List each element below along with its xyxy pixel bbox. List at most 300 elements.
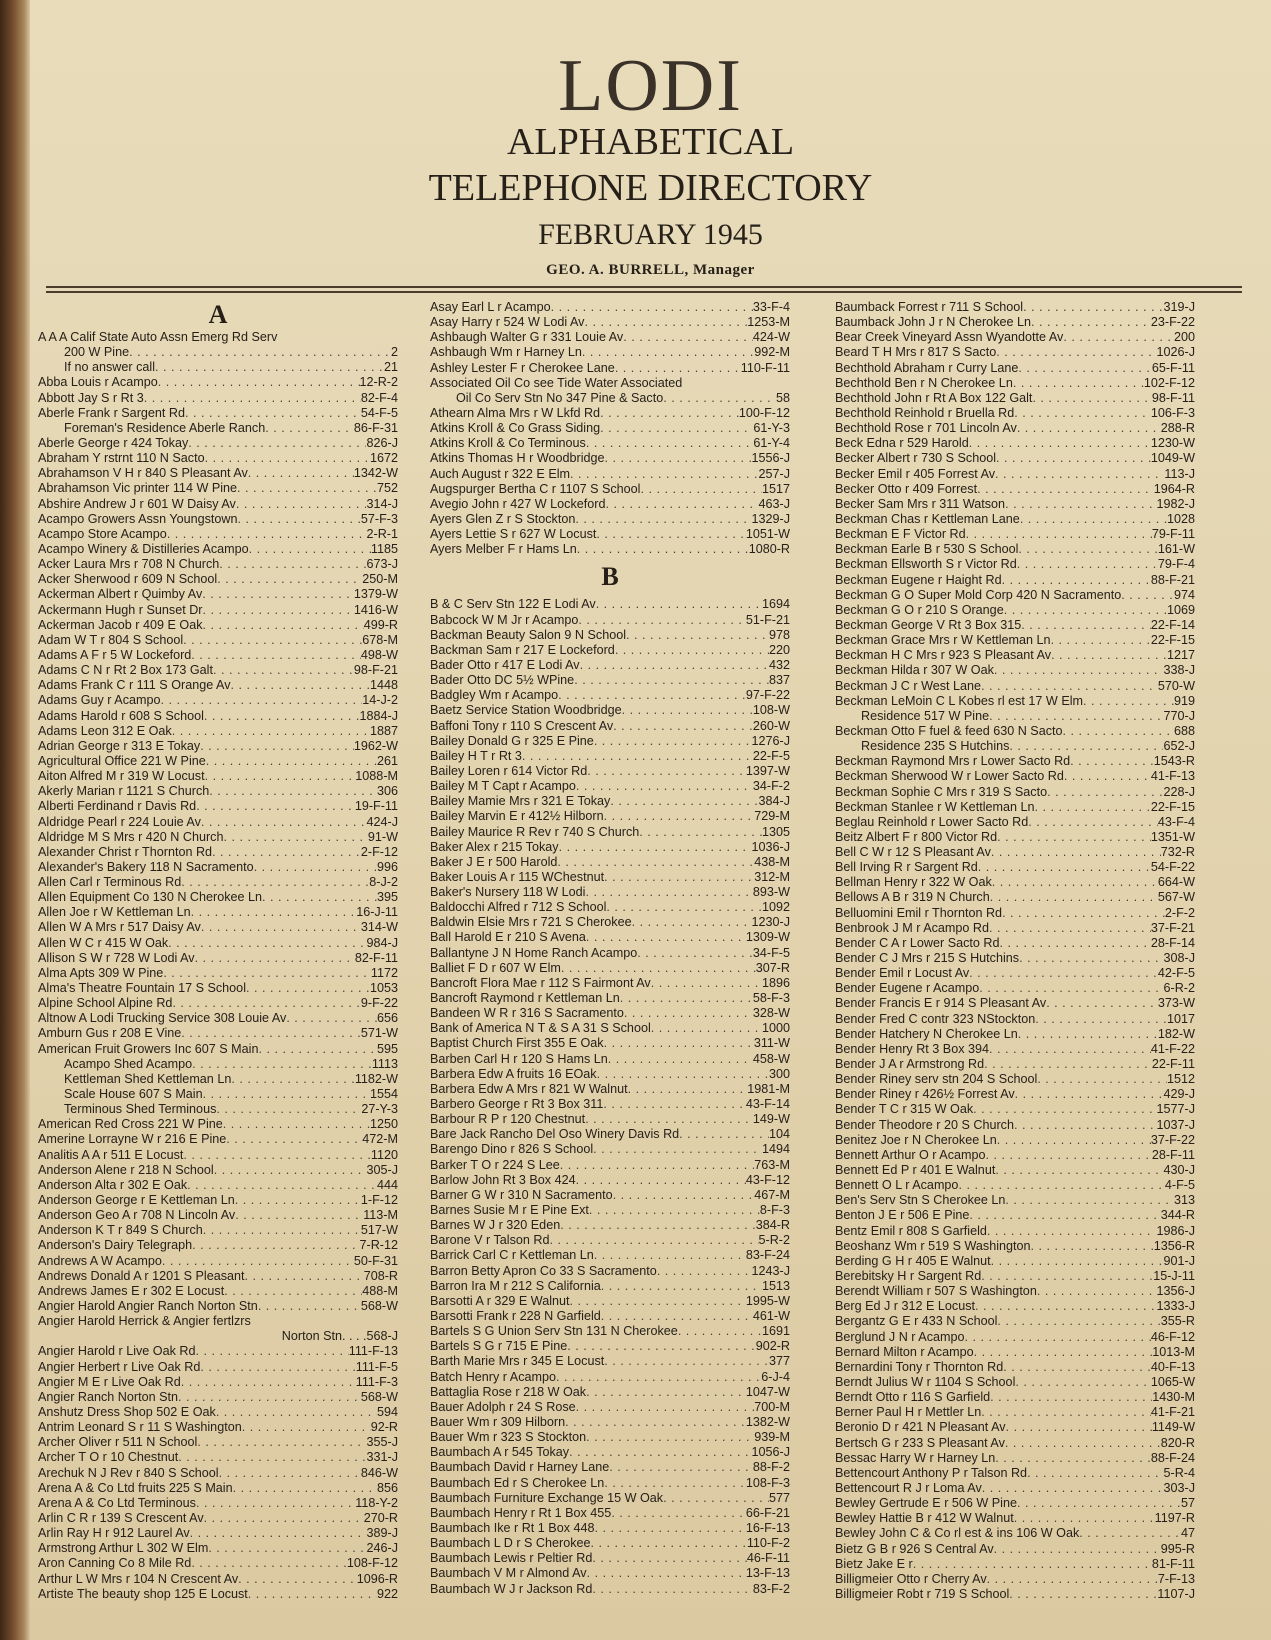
phone-number: 1185 bbox=[370, 541, 398, 556]
listing-entry bbox=[430, 961, 790, 976]
dot-leader bbox=[594, 734, 752, 749]
dot-leader bbox=[1005, 497, 1156, 512]
listing-name: Becker Emil r 405 Forrest Av bbox=[835, 466, 996, 481]
phone-number: 1981-M bbox=[747, 1081, 790, 1096]
dot-leader bbox=[172, 724, 370, 739]
dot-leader bbox=[522, 749, 753, 764]
dot-leader bbox=[560, 1218, 755, 1233]
phone-number: 314-J bbox=[366, 496, 398, 511]
listing-name: Bailey Donald G r 325 E Pine bbox=[430, 733, 594, 748]
listing-entry bbox=[835, 542, 1195, 557]
listing-name: Baumbach Lewis r Peltier Rd bbox=[430, 1551, 593, 1566]
listing-name: Bellows A B r 319 N Church bbox=[835, 890, 990, 905]
listing-entry bbox=[430, 1521, 790, 1536]
listing-entry bbox=[430, 1385, 790, 1400]
phone-number: 51-F-21 bbox=[745, 612, 790, 627]
listing-name: Abshire Andrew J r 601 W Daisy Av bbox=[38, 496, 236, 511]
dot-leader bbox=[158, 375, 360, 390]
listing-entry bbox=[430, 376, 790, 391]
phone-number: 6-J-4 bbox=[761, 1369, 790, 1384]
listing-entry bbox=[38, 1238, 398, 1253]
listing-name: Bader Otto r 417 E Lodi Av bbox=[430, 657, 580, 672]
dot-leader bbox=[231, 678, 370, 693]
listing-entry bbox=[38, 648, 398, 663]
listing-name: Aberle George r 424 Tokay bbox=[38, 435, 189, 450]
dot-leader bbox=[995, 1163, 1163, 1178]
dot-leader bbox=[185, 406, 361, 421]
dot-leader bbox=[1000, 936, 1151, 951]
listing-name: Barnes Susie M r E Pine Ext bbox=[430, 1203, 589, 1218]
listing-entry bbox=[835, 1542, 1195, 1557]
listing-entry bbox=[835, 1087, 1195, 1102]
dot-leader bbox=[1027, 1466, 1163, 1481]
phone-number: 1329-J bbox=[751, 511, 790, 526]
dot-leader bbox=[1051, 633, 1151, 648]
listing-entry bbox=[430, 1445, 790, 1460]
listing-entry bbox=[430, 467, 790, 482]
listing-entry bbox=[38, 784, 398, 799]
listing-name: Billigmeier Otto r Cherry Av bbox=[835, 1571, 987, 1586]
phone-number: 14-J-2 bbox=[362, 693, 398, 708]
dot-leader bbox=[994, 1542, 1161, 1557]
phone-number: 91-W bbox=[367, 829, 398, 844]
listing-name: Bentz Emil r 808 S Garfield bbox=[835, 1223, 987, 1238]
listing-name: Bader Otto DC 5½ WPine bbox=[430, 673, 575, 688]
dot-leader bbox=[582, 345, 754, 360]
dot-leader bbox=[574, 673, 769, 688]
dot-leader bbox=[982, 1481, 1164, 1496]
listing-name: Residence 517 W Pine bbox=[861, 708, 990, 723]
listing-entry bbox=[835, 1330, 1195, 1345]
phone-number: 1069 bbox=[1166, 602, 1195, 617]
dot-leader bbox=[640, 482, 761, 497]
phone-number: 312-M bbox=[754, 869, 790, 884]
listing-entry bbox=[38, 633, 398, 648]
listing-name: Berndt Julius W r 1104 S School bbox=[835, 1374, 1016, 1389]
dot-leader bbox=[561, 961, 756, 976]
listing-entry bbox=[835, 1466, 1195, 1481]
phone-number: 708-R bbox=[363, 1268, 398, 1283]
listing-entry bbox=[38, 1132, 398, 1147]
listing-name: Adams A F r 5 W Lockeford bbox=[38, 647, 192, 662]
dot-leader bbox=[991, 845, 1161, 860]
listing-name: Baumbach Henry r Rt 1 Box 455 bbox=[430, 1505, 612, 1520]
listing-entry bbox=[430, 673, 790, 688]
dot-leader bbox=[591, 1536, 747, 1551]
listing-name: Beckman Sherwood W r Lower Sacto Rd bbox=[835, 769, 1064, 784]
dot-leader bbox=[965, 1330, 1151, 1345]
listing-entry bbox=[835, 1299, 1195, 1314]
phone-number: 1554 bbox=[369, 1087, 398, 1102]
dot-leader bbox=[238, 1572, 357, 1587]
listing-entry bbox=[835, 315, 1195, 330]
listing-name: Battaglia Rose r 218 W Oak bbox=[430, 1384, 587, 1399]
phone-number: 2 bbox=[390, 345, 398, 360]
listing-name: Bauer Adolph r 24 S Rose bbox=[430, 1399, 576, 1414]
listing-name: Bailey Mamie Mrs r 321 E Tokay bbox=[430, 794, 611, 809]
listing-name: Alexander Christ r Thornton Rd bbox=[38, 844, 213, 859]
dot-leader bbox=[567, 1339, 755, 1354]
listing-name: Baptist Church First 355 E Oak bbox=[430, 1036, 604, 1051]
phone-number: 34-F-2 bbox=[752, 779, 790, 794]
listing-entry bbox=[430, 991, 790, 1006]
listing-entry bbox=[835, 1239, 1195, 1254]
listing-column-1 bbox=[38, 300, 398, 1602]
dot-leader bbox=[913, 1557, 1152, 1572]
phone-number: 1543-R bbox=[1153, 754, 1195, 769]
listing-entry bbox=[430, 1036, 790, 1051]
listing-name: Beckman G O r 210 S Orange bbox=[835, 602, 1004, 617]
phone-number: 43-F-14 bbox=[745, 1097, 790, 1112]
dot-leader bbox=[597, 1067, 769, 1082]
listing-name: Athearn Alma Mrs r W Lkfd Rd bbox=[430, 405, 601, 420]
dot-leader bbox=[603, 1097, 746, 1112]
listing-entry bbox=[38, 1178, 398, 1193]
phone-number: 7-R-12 bbox=[359, 1238, 398, 1253]
listing-entry bbox=[38, 1541, 398, 1556]
listing-name: Acker Laura Mrs r 708 N Church bbox=[38, 557, 220, 572]
phone-number: 106-F-3 bbox=[1150, 405, 1195, 420]
phone-number: 6-R-2 bbox=[1163, 981, 1195, 996]
dot-leader bbox=[601, 1309, 753, 1324]
listing-entry bbox=[38, 436, 398, 451]
phone-number: 288-R bbox=[1160, 421, 1195, 436]
phone-number: 311-W bbox=[753, 1036, 790, 1051]
listing-name: Beckman G O Super Mold Corp 420 N Sacramento bbox=[835, 587, 1122, 602]
dot-leader bbox=[611, 1506, 746, 1521]
phone-number: 1047-W bbox=[745, 1384, 790, 1399]
phone-number: 1182-W bbox=[354, 1071, 398, 1086]
dot-leader bbox=[551, 300, 753, 315]
listing-entry bbox=[38, 754, 398, 769]
listing-entry bbox=[835, 1436, 1195, 1451]
listing-name: Residence 235 S Hutchins bbox=[861, 739, 1010, 754]
listing-name: Acker Sherwood r 609 N School bbox=[38, 572, 218, 587]
listing-name: Bechthold Rose r 701 Lincoln Av bbox=[835, 421, 1017, 436]
dot-leader bbox=[604, 1036, 754, 1051]
listing-name: Amburn Gus r 208 E Vine bbox=[38, 1026, 182, 1041]
phone-number: 1092 bbox=[761, 900, 790, 915]
phone-number: 331-J bbox=[366, 1450, 398, 1465]
listing-entry bbox=[38, 1117, 398, 1132]
listing-name: Bender Francis E r 914 S Pleasant Av bbox=[835, 996, 1047, 1011]
phone-number: 200 bbox=[1173, 330, 1195, 345]
listing-name: Allison S W r 728 W Lodi Av bbox=[38, 950, 195, 965]
dot-leader bbox=[286, 1011, 377, 1026]
listing-entry bbox=[430, 1430, 790, 1445]
listing-entry bbox=[430, 1279, 790, 1294]
dot-leader bbox=[592, 1551, 746, 1566]
listing-name: Bessac Harry W r Harney Ln bbox=[835, 1450, 996, 1465]
dot-leader bbox=[1051, 648, 1167, 663]
phone-number: 395 bbox=[376, 890, 398, 905]
phone-number: 1037-J bbox=[1156, 1117, 1195, 1132]
listing-name: Arlin C R r 139 S Crescent Av bbox=[38, 1510, 204, 1525]
listing-name: Berg Ed J r 312 E Locust bbox=[835, 1299, 976, 1314]
listing-entry bbox=[38, 603, 398, 618]
listing-name: Beckman J C r West Lane bbox=[835, 678, 982, 693]
dot-leader bbox=[609, 1460, 753, 1475]
phone-number: 88-F-24 bbox=[1150, 1450, 1195, 1465]
listing-name: Barengo Dino r 826 S School bbox=[430, 1142, 594, 1157]
phone-number: 118-Y-2 bbox=[355, 1495, 398, 1510]
dot-leader bbox=[183, 633, 362, 648]
listing-name: Beitz Albert F r 800 Victor Rd bbox=[835, 829, 998, 844]
phone-number: 54-F-5 bbox=[360, 405, 398, 420]
listing-name: Bennett Arthur O r Acampo bbox=[835, 1147, 986, 1162]
listing-name: Baumback Forrest r 711 S School bbox=[835, 300, 1024, 314]
phone-number: 595 bbox=[376, 1041, 398, 1056]
listing-name: Bietz G B r 926 S Central Av bbox=[835, 1541, 994, 1556]
phone-number: 1896 bbox=[761, 975, 790, 990]
phone-number: 41-F-13 bbox=[1150, 769, 1195, 784]
dot-leader bbox=[1018, 542, 1158, 557]
dot-leader bbox=[560, 1158, 755, 1173]
listing-entry bbox=[430, 497, 790, 512]
dot-leader bbox=[1015, 1375, 1151, 1390]
listing-name: Bender Theodore r 20 S Church bbox=[835, 1117, 1014, 1132]
dot-leader bbox=[989, 921, 1151, 936]
listing-name: Abrahamson Vic printer 114 W Pine bbox=[38, 481, 238, 496]
dot-leader bbox=[592, 1582, 753, 1597]
listing-name: Bechthold John r Rt A Box 122 Galt bbox=[835, 390, 1033, 405]
listing-name: Abba Louis r Acampo bbox=[38, 375, 158, 390]
phone-number: 568-W bbox=[360, 1299, 398, 1313]
listing-name: Angier M E r Live Oak Rd bbox=[38, 1374, 181, 1389]
dot-leader bbox=[610, 794, 758, 809]
listing-entry bbox=[835, 1163, 1195, 1178]
listing-name: Barsotti Frank r 228 N Garfield bbox=[430, 1309, 601, 1323]
listing-entry bbox=[38, 1042, 398, 1057]
phone-number: 1053 bbox=[369, 981, 398, 996]
listing-entry bbox=[835, 709, 1195, 724]
listing-name: Barrick Carl C r Kettleman Ln bbox=[430, 1248, 594, 1263]
listing-entry bbox=[430, 482, 790, 497]
listing-name: Beckman LeMoin C L Kobes rl est 17 W Elm bbox=[835, 693, 1084, 708]
listing-name: Bender Henry Rt 3 Box 394 bbox=[835, 1041, 990, 1056]
phone-number: 82-F-11 bbox=[354, 950, 398, 965]
listing-entry bbox=[38, 406, 398, 421]
listing-entry bbox=[835, 497, 1195, 512]
dot-leader bbox=[997, 830, 1151, 845]
listing-name: Auch August r 322 E Elm bbox=[430, 466, 571, 481]
listing-entry bbox=[430, 749, 790, 764]
listing-entry bbox=[38, 936, 398, 951]
dot-leader bbox=[559, 840, 752, 855]
dot-leader bbox=[144, 391, 361, 406]
dot-leader bbox=[214, 1163, 367, 1178]
listing-name: Ayers Lettie S r 627 W Locust bbox=[430, 527, 597, 542]
phone-number: 1013-M bbox=[1152, 1344, 1195, 1359]
phone-number: 355-J bbox=[366, 1435, 398, 1450]
phone-number: 86-F-31 bbox=[353, 420, 398, 435]
phone-number: 33-F-4 bbox=[752, 300, 790, 314]
listing-name: Baumbach Furniture Exchange 15 W Oak bbox=[430, 1490, 664, 1505]
listing-name: Bell C W r 12 S Pleasant Av bbox=[835, 845, 991, 860]
phone-number: 763-M bbox=[754, 1157, 790, 1172]
listing-name: Baldwin Elsie Mrs r 721 S Cherokee bbox=[430, 915, 632, 930]
dot-leader bbox=[1017, 1496, 1181, 1511]
phone-number: 88-F-21 bbox=[1150, 572, 1195, 587]
dot-leader bbox=[1037, 1072, 1167, 1087]
phone-number: 429-J bbox=[1163, 1087, 1195, 1102]
dot-leader bbox=[977, 482, 1154, 497]
listing-entry bbox=[430, 1324, 790, 1339]
listing-name: Baumbach David r Harney Lane bbox=[430, 1460, 610, 1475]
listing-name: Scale House 607 S Main bbox=[64, 1087, 203, 1102]
listing-entry bbox=[835, 1481, 1195, 1496]
dot-leader bbox=[575, 512, 751, 527]
listing-name: Angier Ranch Norton Stn bbox=[38, 1389, 179, 1404]
dot-leader bbox=[195, 951, 355, 966]
listing-entry bbox=[835, 1269, 1195, 1284]
dot-leader bbox=[201, 815, 367, 830]
dot-leader bbox=[1009, 739, 1163, 754]
dot-leader bbox=[981, 679, 1158, 694]
listing-entry bbox=[430, 1309, 790, 1324]
listing-entry bbox=[38, 391, 398, 406]
listing-name: Beckman Ellsworth S r Victor Rd bbox=[835, 557, 1017, 572]
listing-entry bbox=[38, 1360, 398, 1375]
dot-leader bbox=[1019, 951, 1163, 966]
listing-name: Beckman E F Victor Rd bbox=[835, 527, 966, 542]
dot-leader bbox=[1020, 512, 1167, 527]
listing-name: Oil Co Serv Stn No 347 Pine & Sacto bbox=[456, 390, 664, 405]
page-title: LODI bbox=[558, 45, 743, 127]
listing-name: Backman Beauty Salon 9 N School bbox=[430, 627, 627, 642]
phone-number: 1397-W bbox=[745, 763, 790, 778]
listing-name: Bettencourt Anthony P r Talson Rd bbox=[835, 1465, 1028, 1480]
section-letter: B bbox=[601, 562, 619, 592]
listing-name: Becker Sam Mrs r 311 Watson bbox=[835, 496, 1006, 511]
phone-number: 570-W bbox=[1157, 678, 1195, 693]
section-letter: A bbox=[208, 300, 228, 329]
dot-leader bbox=[994, 663, 1164, 678]
dot-leader bbox=[192, 1238, 359, 1253]
phone-number: 1691 bbox=[761, 1324, 790, 1339]
dot-leader bbox=[203, 618, 364, 633]
phone-number: 83-F-2 bbox=[752, 1581, 790, 1596]
phone-number: 893-W bbox=[752, 885, 790, 900]
phone-number: 1243-J bbox=[751, 1263, 790, 1278]
listing-entry bbox=[835, 724, 1195, 739]
phone-number: 42-F-5 bbox=[1157, 966, 1195, 981]
phone-number: 1356-J bbox=[1156, 1284, 1195, 1299]
listing-name: Baffoni Tony r 110 S Crescent Av bbox=[430, 718, 614, 733]
listing-entry bbox=[430, 345, 790, 360]
listing-entry bbox=[835, 1526, 1195, 1541]
listing-name: Baumbach L D r S Cherokee bbox=[430, 1536, 591, 1551]
manager-credit: GEO. A. BURRELL, Manager bbox=[546, 262, 755, 278]
listing-name: Arechuk N J Rev r 840 S School bbox=[38, 1465, 219, 1480]
listing-name: Alpine School Alpine Rd bbox=[38, 996, 173, 1011]
dot-leader bbox=[615, 643, 769, 658]
listing-name: Bechthold Abraham r Curry Lane bbox=[835, 360, 1019, 375]
dot-leader bbox=[172, 996, 360, 1011]
phone-number: 108-W bbox=[752, 703, 790, 718]
dot-leader bbox=[1014, 406, 1151, 421]
dot-leader bbox=[190, 1526, 367, 1541]
listing-name: Baumbach V M r Almond Av bbox=[430, 1566, 587, 1581]
listing-entry bbox=[835, 391, 1195, 406]
listing-name: Atkins Kroll & Co Terminous bbox=[430, 436, 586, 451]
listing-entry bbox=[835, 1208, 1195, 1223]
dot-leader bbox=[651, 976, 762, 991]
dot-leader bbox=[601, 1279, 762, 1294]
dot-leader bbox=[1014, 1511, 1155, 1526]
dot-leader bbox=[204, 1511, 364, 1526]
listing-entry bbox=[835, 451, 1195, 466]
listing-entry bbox=[835, 754, 1195, 769]
listing-entry bbox=[430, 1551, 790, 1566]
dot-leader bbox=[626, 628, 769, 643]
phone-number: 688 bbox=[1173, 723, 1195, 738]
listing-name: Ashbaugh Wm r Harney Ln bbox=[430, 345, 582, 360]
listing-name: Akerly Marian r 1121 S Church bbox=[38, 784, 210, 799]
listing-name: Beckman Stanlee r W Kettleman Ln bbox=[835, 799, 1035, 814]
listing-entry bbox=[38, 981, 398, 996]
listing-name: Baker's Nursery 118 W Lodi bbox=[430, 885, 586, 900]
listing-entry bbox=[430, 1218, 790, 1233]
phone-number: 432 bbox=[768, 657, 790, 672]
listing-entry bbox=[835, 421, 1195, 436]
listing-name: Asay Earl L r Acampo bbox=[430, 300, 551, 314]
listing-name: Beckman Raymond Mrs r Lower Sacto Rd bbox=[835, 754, 1071, 769]
listing-entry bbox=[835, 815, 1195, 830]
dot-leader bbox=[1018, 361, 1151, 376]
listing-name: Associated Oil Co see Tide Water Associated bbox=[430, 375, 683, 390]
listing-name: Arlin Ray H r 912 Laurel Av bbox=[38, 1526, 190, 1541]
dot-leader bbox=[679, 1127, 769, 1142]
phone-number: 939-M bbox=[754, 1430, 790, 1445]
dot-leader bbox=[181, 1375, 356, 1390]
listing-name: Baldocchi Alfred r 712 S School bbox=[430, 900, 607, 915]
listing-entry bbox=[38, 830, 398, 845]
listing-name: Aiton Alfred M r 319 W Locust bbox=[38, 769, 205, 784]
listing-name: Benton J E r 506 E Pine bbox=[835, 1208, 970, 1223]
phone-number: 47 bbox=[1180, 1526, 1195, 1541]
listing-name: Abrahamson V H r 840 S Pleasant Av bbox=[38, 466, 248, 481]
listing-entry bbox=[38, 466, 398, 481]
listing-name: Augspurger Bertha C r 1107 S School bbox=[430, 481, 641, 496]
phone-number: 498-W bbox=[360, 647, 398, 662]
listing-entry bbox=[835, 1345, 1195, 1360]
phone-number: 161-W bbox=[1157, 542, 1195, 557]
dot-leader bbox=[996, 345, 1156, 360]
listing-name: Ackermann Hugh r Sunset Dr bbox=[38, 602, 203, 617]
listing-entry bbox=[38, 497, 398, 512]
listing-name: Becker Albert r 730 S School bbox=[835, 451, 997, 466]
listing-name: Angier Herbert r Live Oak Rd bbox=[38, 1359, 201, 1374]
dot-leader bbox=[258, 1042, 377, 1057]
phone-number: 1430-M bbox=[1152, 1390, 1195, 1405]
listing-entry bbox=[835, 648, 1195, 663]
phone-number: 319-J bbox=[1163, 300, 1195, 314]
phone-number: 1197-R bbox=[1154, 1511, 1195, 1526]
phone-number: 97-F-22 bbox=[745, 688, 790, 703]
directory-page bbox=[30, 0, 1271, 1640]
phone-number: 1056-J bbox=[751, 1445, 790, 1460]
listing-entry bbox=[38, 375, 398, 390]
dot-leader bbox=[995, 467, 1164, 482]
phone-number: 9-F-22 bbox=[360, 996, 398, 1011]
listing-entry bbox=[835, 951, 1195, 966]
listing-entry bbox=[430, 421, 790, 436]
listing-name: Bancroft Raymond r Kettleman Ln bbox=[430, 991, 620, 1006]
listing-name: Baker Alex r 215 Tokay bbox=[430, 839, 559, 854]
listing-name: Arthur L W Mrs r 104 N Crescent Av bbox=[38, 1571, 239, 1586]
header-rule-top bbox=[46, 286, 1242, 288]
